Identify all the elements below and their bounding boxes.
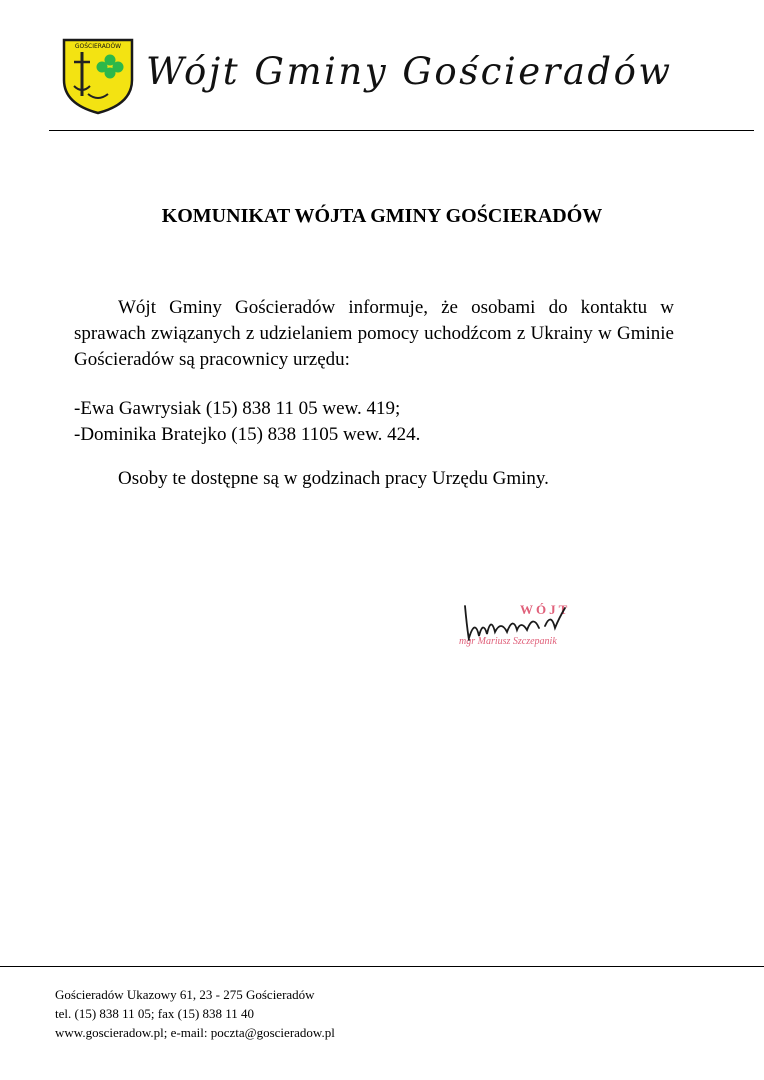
signature-stamp xyxy=(455,598,605,650)
footer xyxy=(55,985,335,1042)
document-heading: KOMUNIKAT WÓJTA GMINY GOŚCIERADÓW xyxy=(161,205,603,227)
stamp-title: WÓJT xyxy=(520,602,571,617)
footer-phone: tel. (15) 838 11 05; fax (15) 838 11 40 xyxy=(55,1006,255,1021)
contact-item: -Dominika Bratejko (15) 838 1105 wew. 424. xyxy=(74,424,421,445)
contact-list xyxy=(74,396,674,448)
footer-web: www.goscieradow.pl; e-mail: poczta@goscieradow.pl xyxy=(55,1025,335,1040)
availability-paragraph: Osoby te dostępne są w godzinach pracy Urzędu Gminy. xyxy=(118,468,549,489)
intro-paragraph: Wójt Gminy Gościeradów informuje, że osobami do kontaktu w sprawach związanych z udzielaniem pomocy uchodźcom z Ukrainy w Gminie Gościeradów są pracownicy urzędu: xyxy=(74,297,674,370)
contact-item: -Ewa Gawrysiak (15) 838 11 05 wew. 419; xyxy=(74,398,401,419)
header-divider xyxy=(49,130,754,131)
coat-of-arms-icon xyxy=(60,36,136,116)
crest-text: GOŚCIERADÓW xyxy=(74,43,122,50)
letterhead xyxy=(0,0,764,132)
stamp-name: mgr Mariusz Szczepanik xyxy=(459,636,557,647)
letterhead-title: Wójt Gminy Gościeradów xyxy=(146,50,673,93)
footer-divider xyxy=(0,966,764,967)
footer-address: Gościeradów Ukazowy 61, 23 - 275 Gościeradów xyxy=(55,987,315,1002)
